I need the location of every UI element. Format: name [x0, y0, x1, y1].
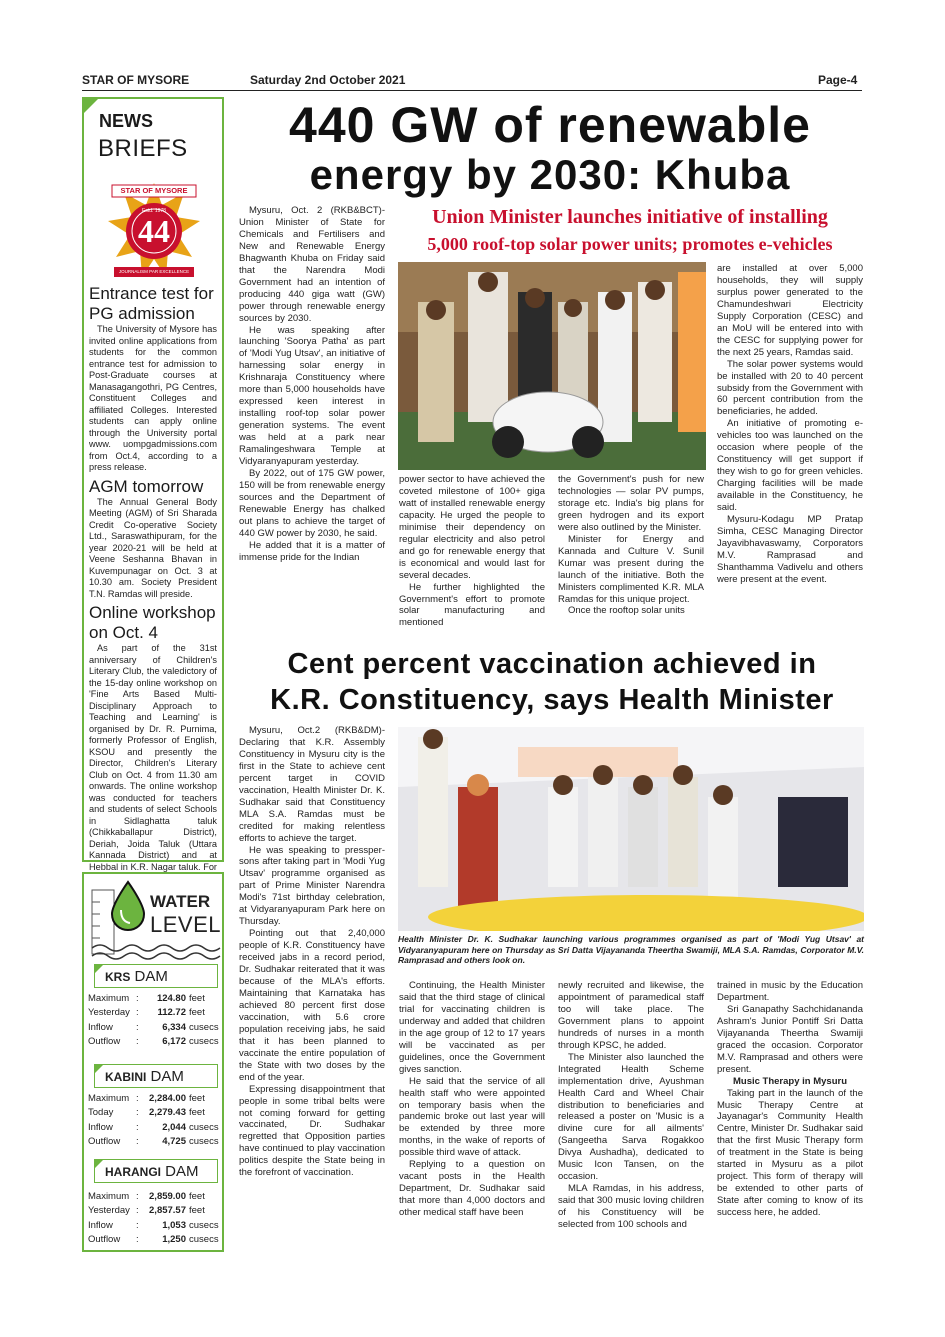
news-briefs-title-bottom: BRIEFS	[98, 135, 188, 162]
paragraph: Mysuru, Oct.2 (RKB&DM)- Declaring that K.R. Assembly Constituency in Mysuru city is the first in the State to achieve cent percent target in COVID vaccination, Health Minister Dr. K. Sudhakar said that Constituency MLA S.A. Ramdas must be credited for making relentless efforts to achieve the target.	[239, 725, 385, 844]
story2-column-4	[717, 980, 863, 1219]
table-row: Maximum : 2,284.00 feet	[88, 1093, 205, 1104]
news-briefs-box	[82, 97, 224, 872]
table-row: Inflow : 1,053 cusecs	[88, 1219, 219, 1231]
water-level-title-bottom: LEVEL	[150, 912, 221, 937]
dam-table-kabini	[88, 1092, 222, 1150]
table-row: Outflow : 6,172 cusecs	[88, 1036, 219, 1048]
dam-name: HARANGI DAM	[105, 1163, 199, 1180]
corner-flag-icon	[94, 1159, 104, 1169]
corner-flag-icon	[82, 97, 100, 115]
masthead-date: Saturday 2nd October 2021	[250, 73, 406, 87]
table-row: Maximum : 124.80 feet	[88, 993, 205, 1004]
subheading: Music Therapy in Mysuru	[732, 1075, 848, 1087]
paragraph: trained in music by the Education Department.	[717, 980, 863, 1003]
paragraph: He added that it is a matter of immense pride for the Indian	[239, 539, 385, 563]
brief-item	[89, 477, 217, 601]
story2-headline-line1: Cent percent vaccination achieved in	[287, 648, 817, 680]
paragraph: are installed at over 5,000 households, they will supply surplus power generated to the Chamundeshwari Electricity Supply Corporation (CESC) and an MoU will be entered into with the CESC for supplying power for the next 25 years, Ramdas said.	[717, 263, 863, 358]
table-row: Today : 2,279.43 feet	[88, 1107, 205, 1119]
paragraph: He said that the service of all health staff who were appointed on temporary basis when the pandemic broke out last year will be extended by three more months, in the wake of reports of possible third wave of attack.	[399, 1075, 545, 1159]
table-row: Outflow : 1,250 cusecs	[88, 1234, 219, 1246]
paragraph: Sri Ganapathy Sachchidananda Ashram's Junior Pontiff Sri Datta Vijayananda Theertha Swamiji graced the occasion. Corporator M.V. Ramprasad and others were present.	[717, 1003, 863, 1075]
logo-ribbon: JOURNALISM PAR EXCELLENCE	[118, 269, 190, 274]
star-of-mysore-44-logo	[106, 179, 202, 283]
brief-body: As part of the 31st anniversary of Children's Literary Club, the valedictory of the 15-day online workshop on 'Fine Arts Based Multi-Disciplinary Approach to Teaching and Learning' is organised by Dr. R. Purnima, formerly Professor of English, KSOU and presently the Director, Children's Literary Club on Oct. 4 from 11.30 am onwards. The online workshop was conducted for teachers and students of select Schools in Sidlaghatta taluk (Chikkaballapur District), Deriah, Joida Taluk (Uttara Kannada District) and at Hebbal in K.R. Nagar taluk. For	[89, 643, 217, 872]
brief-heading: Online workshop on Oct. 4	[89, 603, 216, 642]
table-row: Yesterday : 2,857.57 feet	[88, 1205, 205, 1217]
masthead-name: STAR OF MYSORE	[82, 73, 190, 87]
table-row: Inflow : 6,334 cusecs	[88, 1021, 219, 1033]
page-number: Page-4	[818, 73, 858, 87]
paragraph: He further highlighted the Government's effort to promote solar manufacturing and mentioned	[399, 581, 545, 629]
paragraph: Expressing disappointment that people in some tribal belts were not coming forward for getting vaccinated, Dr. Sudhakar regretted that Opposition parties have continued to play vaccination politics despite the State being in the forefront of vaccination.	[239, 1083, 385, 1179]
news-briefs-title-top: NEWS	[99, 111, 153, 131]
water-level-box	[82, 872, 224, 1252]
logo-number: 44	[138, 213, 170, 249]
brief-body: The Annual General Body Meeting (AGM) of Sri Sharada Credit Co-operative Society Ltd., Saraswathipuram, for the year 2020-21 will be held at Veene Seshanna Bhavan in Kuvempunagar on Oct. 3 at 10.30 am. Society President T.N. Ramdas will preside.	[89, 496, 217, 599]
paragraph: newly recruited and likewise, the appointment of paramedical staff too will take place. The Government plans to appoint hundreds of nurses in a month through KPSC, he added.	[558, 980, 704, 1051]
dam-header-harangi	[94, 1159, 218, 1183]
story1-headline-line1: 440 GW of renewable	[289, 97, 811, 153]
paragraph: By 2022, out of 175 GW power, 150 will be from renewable energy sources and the Department of Renewable Energy has chalked out plans to achieve the target of 440 GW power by 2030, he said.	[239, 467, 385, 539]
header-rule	[82, 90, 862, 91]
brief-list	[89, 284, 217, 896]
table-row: Inflow : 2,044 cusecs	[88, 1121, 219, 1133]
paragraph: MLA Ramdas, in his address, said that 300 music loving children of his Constituency will be selected from 100 schools and	[558, 1183, 704, 1231]
dam-name: KRS DAM	[105, 968, 168, 985]
story2-headline-line2: K.R. Constituency, says Health Minister	[270, 684, 834, 716]
story1-photo	[398, 262, 706, 470]
brief-heading: AGM tomorrow	[89, 476, 204, 496]
paragraph: He was speaking to pressper-sons after taking part in 'Modi Yug Utsav' programme organised as part of Prime Minister Narendra Modi's 71st birthday celebration, at Vidyaranyapuram Park here on Thursday.	[239, 844, 385, 928]
paragraph: the Government's push for new technologies — solar PV pumps, storage etc. India's big plans for green hydrogen and its export were also outlined by the Minister.	[558, 474, 704, 533]
dam-table-harangi	[88, 1190, 222, 1248]
story1-deck-line1: Union Minister launches initiative of installing	[432, 206, 828, 228]
corner-flag-icon	[94, 964, 104, 974]
dam-name: KABINI DAM	[105, 1068, 184, 1085]
table-row: Outflow : 4,725 cusecs	[88, 1136, 219, 1148]
dam-header-krs	[94, 964, 218, 988]
paragraph: The Minister also launched the Integrated Health Scheme implementation drive, Ayushman Health Card and Wheel Chair distribution to beneficiaries and released a poster on 'Music is a divine cure for all ailments' (Sangeetha Sarva Rogakkoo Divya Aushadha), dedicated to Music Icon Tansen, on the occasion.	[558, 1051, 704, 1183]
paragraph: An initiative of promoting e-vehicles too was launched on the occasion where people of the Constituency will get support if they wish to go for green vehicles. Charging facilities will be made available in the Constituency, he said.	[717, 418, 863, 514]
paragraph: Taking part in the launch of the Music Therapy Centre at Jayanagar's Community Health Centre, Minister Dr. Sudhakar said that the first Music Therapy form of treatment in the State is being started in Mysuru as a pilot project. This form of therapy will be extended to other parts of State after coming to know of its success here, he added.	[717, 1087, 863, 1219]
paragraph: Pointing out that 2,40,000 people of K.R. Constituency have received jabs in a record period, Dr. Sudhakar reiterated that it was because of the MLA's efforts. Maintaining that Karnataka has achieved 80 percent first dose vaccination, with 5.6 crore population receiving jabs, he said that it has been planned to vaccinate the entire population of the State with two doses by the end of the year.	[239, 928, 385, 1083]
water-level-title-top: WATER	[150, 892, 211, 911]
paragraph: Mysuru-Kodagu MP Pratap Simha, CESC Managing Director Jayavibhavaswamy, Corporators M.V. Ramprasad and Shanthamma Vadivelu and others were present at the event.	[717, 514, 863, 585]
paragraph: Minister for Energy and Kannada and Culture V. Sunil Kumar was present during the launch of the initiative. Both the Ministers complimented K.R. MLA Ramdas for this unique project.	[558, 533, 704, 605]
story2-column-1	[239, 725, 385, 1179]
paragraph: He was speaking after launching 'Soorya Patha' as part of 'Modi Yug Utsav', an initiative of harnessing solar energy in Krishnaraja Constituency where more than 5,000 households have expressed keen interest in installing roof-top solar power generation systems. The event was held at a park near Ramalingeshwara Temple at Vidyaranyapuram yesterday.	[239, 324, 385, 468]
story1-headline-line2: energy by 2030: Khuba	[309, 151, 791, 198]
story2-column-3	[558, 980, 704, 1231]
corner-flag-icon	[94, 1064, 104, 1074]
paragraph: The solar power systems would be installed with 20 to 40 percent subsidy from the Government with 60 percent contribution from the beneficiaries, he added.	[717, 358, 863, 418]
logo-top-text: STAR OF MYSORE	[120, 186, 188, 195]
paragraph: power sector to have achieved the coveted milestone of 100+ giga watt of installed renewable energy capacity. He urged the people to minimise their dependency on regular electricity and also petrol and go for renewable energy that is economical and would last for several decades.	[399, 474, 545, 581]
dam-table-krs	[88, 992, 222, 1050]
brief-heading: Entrance test for PG admission	[89, 284, 214, 323]
story2-column-2	[399, 980, 545, 1219]
story1-deck-line2: 5,000 roof-top solar power units; promotes e-vehicles	[427, 234, 833, 254]
story2-photo-caption: Health Minister Dr. K. Sudhakar launching various programmes organised as part of 'Modi Yug Utsav' at Vidyaranyapuram here on Thursday as Sri Datta Vijayananda Theertha Swamiji, MLA S.A. Ramdas, Corporator M.V. Ramprasad and others look on.	[398, 934, 864, 965]
paragraph: Once the rooftop solar units	[568, 605, 685, 617]
dam-header-kabini	[94, 1064, 218, 1088]
paragraph: Mysuru, Oct. 2 (RKB&BCT)- Union Minister of State for Chemicals and Fertilisers and New and Renewable Energy Bhagwanth Khuba on Friday said that the Narendra Modi Government had an intention of producing 440 giga watt (GW) power through renewable energy sources by 2030.	[239, 205, 385, 324]
brief-item	[89, 284, 217, 474]
story1-column-1	[239, 205, 385, 564]
story1-column-4	[717, 263, 863, 586]
table-row: Yesterday : 112.72 feet	[88, 1007, 205, 1019]
water-level-header	[88, 878, 222, 962]
story1-column-2	[399, 474, 545, 629]
table-row: Maximum : 2,859.00 feet	[88, 1191, 205, 1202]
paragraph: Replying to a question on vacant posts in the Health Department, Dr. Sudhakar said that more than 4,000 doctors and other medical staff have been	[399, 1159, 545, 1219]
paragraph: Continuing, the Health Minister said that the third stage of clinical trial for vaccinating children is underway and added that children in the age group of 12 to 17 years will be vaccinated as per guidelines, once the Government gives sanction.	[399, 980, 545, 1075]
brief-item	[89, 603, 217, 896]
story2-photo	[398, 727, 864, 931]
brief-body: The University of Mysore has invited online applications from students for the common entrance test for admission to Post-Graduate courses at Manasagangothri, PG Centres, Constituent Colleges and affiliated Colleges. Interested students can apply online through the University portal www. uompgadmissions.com from Oct.4, according to a press release.	[89, 324, 217, 472]
logo-estd: Estd. 1978	[142, 208, 166, 214]
story1-column-3	[558, 474, 704, 617]
